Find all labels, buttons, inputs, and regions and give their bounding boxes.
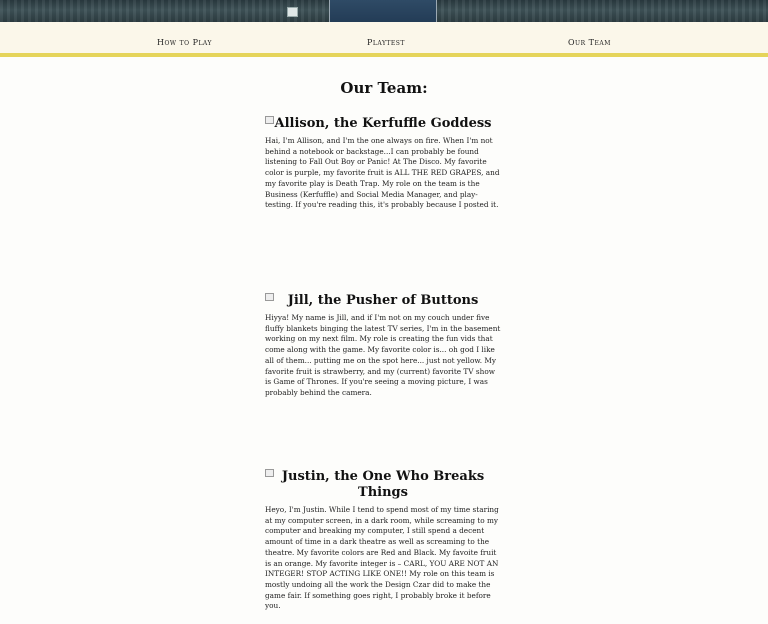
broken-image-icon — [265, 116, 274, 124]
member-bio: Hiyya! My name is Jill, and if I'm not on my couch under five fluffy blankets binging the latest TV series, I'm in the basement working on my next film. My role is creating the fun vids that come along with the game. My favorite color is... oh god I like all of them... putting me on the spot here... just not yellow. My favorite fruit is strawberry, and my (current) favorite TV show is Game of Thrones. If you're seeing a moving picture, I was probably behind the camera. — [265, 313, 501, 397]
main-nav — [0, 22, 768, 57]
nav-playtest[interactable]: Playtest — [367, 38, 405, 47]
nav-our-team[interactable]: Our Team — [568, 38, 611, 47]
member-name: Justin, the One Who Breaks Things — [281, 469, 485, 500]
member-bio: Hai, I'm Allison, and I'm the one always on fire. When I'm not behind a notebook or backstage...I can probably be found listening to Fall Out Boy or Panic! At The Disco. My favorite color is purple, my favorite fruit is ALL THE RED GRAPES, and my favorite play is Death Trap. My role on the team is the Business (Kerfuffle) and Social Media Manager, and play-testing. If you're reading this, it's probably because I posted it. — [265, 136, 500, 210]
broken-image-icon[interactable] — [287, 7, 298, 17]
broken-image-icon — [265, 293, 274, 301]
member-bio: Heyo, I'm Justin. While I tend to spend most of my time staring at my computer screen, in a dark room, while screaming to my computer and breaking my computer, I still spend a decent amount of time in a dark theatre as well as screaming to the theatre. My favorite colors are Red and Black. My favoite fruit is an orange. My favorite integer is – CARL, YOU ARE NOT AN INTEGER! STOP ACTING LIKE ONE!! My role on this team is mostly undoing all the work the Design Czar did to make the game fair. If something goes right, I probably broke it before you. — [265, 505, 499, 611]
member-name: Jill, the Pusher of Buttons — [287, 293, 479, 308]
team-member-jill — [265, 293, 501, 399]
team-member-allison — [265, 116, 501, 211]
broken-image-icon — [265, 469, 274, 477]
team-member-justin — [265, 469, 501, 612]
page-title: Our Team: — [340, 79, 428, 97]
member-name: Allison, the Kerfuffle Goddess — [274, 116, 492, 131]
nav-how-to-play[interactable]: How to Play — [157, 38, 212, 47]
